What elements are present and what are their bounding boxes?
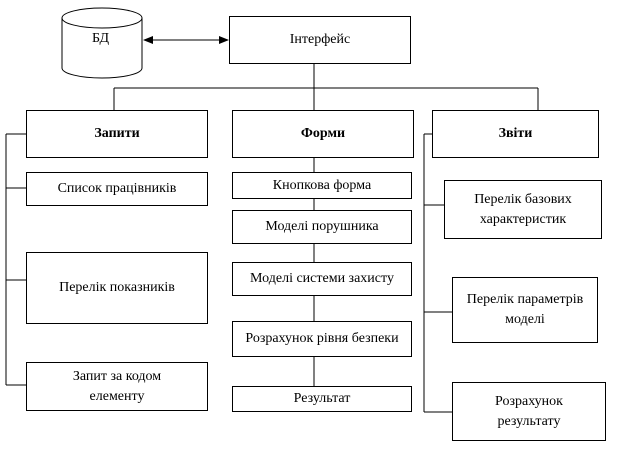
form-item: Моделі порушника [232, 210, 412, 244]
query-item: Запит за кодом елементу [26, 362, 208, 411]
queries-header: Запити [26, 110, 208, 158]
form-item: Результат [232, 386, 412, 412]
reports-header: Звіти [432, 110, 599, 158]
form-item: Розрахунок рівня безпеки [232, 321, 412, 357]
report-item: Перелік параметрів моделі [452, 277, 598, 343]
query-item: Список працівників [26, 172, 208, 206]
form-item: Моделі системи захисту [232, 262, 412, 296]
report-item: Розрахунок результату [452, 382, 606, 441]
report-item: Перелік базових характеристик [444, 180, 602, 239]
interface-node: Інтерфейс [229, 16, 411, 64]
database-label: БД [92, 31, 110, 46]
forms-header: Форми [232, 110, 414, 158]
form-item: Кнопкова форма [232, 172, 412, 199]
query-item: Перелік показників [26, 252, 208, 324]
